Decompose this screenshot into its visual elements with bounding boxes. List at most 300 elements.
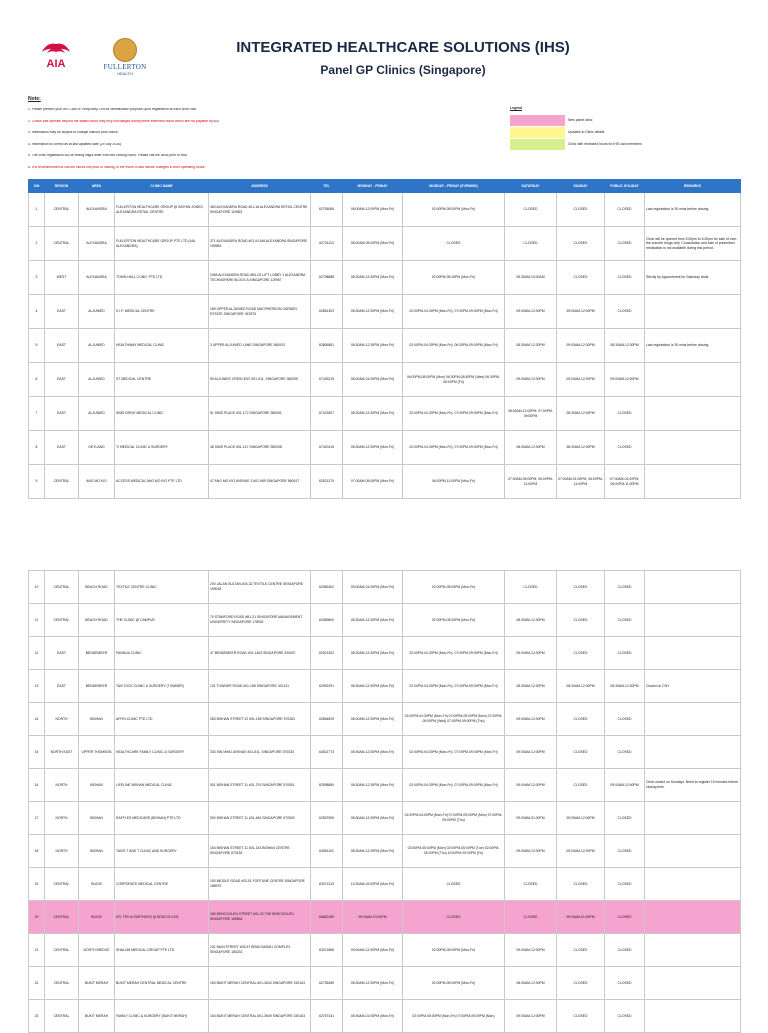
table-cell: 163 BUKIT MERAH CENTRAL #01-3643 SINGAPORE 150163 — [209, 967, 311, 1000]
table-cell: NORTH — [45, 802, 79, 835]
legend-swatch — [510, 139, 565, 150]
note-item: 5. The clinic registration cut-off timing might differ from the closing hours. Please call the clinic prior to visit. — [28, 154, 188, 157]
table-cell: 4 — [29, 295, 45, 329]
table-cell: 12 — [29, 637, 45, 670]
table-cell: 09:00AM-01:00PM — [505, 802, 557, 835]
table-cell: 333 SIN MING AVENUE #01-511, SINGAPORE 570333 — [209, 736, 311, 769]
table-cell: 283 BISHAN STREET 22 #01-185 SINGAPORE 570283 — [209, 703, 311, 736]
table-cell: 21 — [29, 934, 45, 967]
table-cell: CLOSED — [557, 227, 605, 261]
table-cell: CLOSED — [505, 193, 557, 227]
column-header: MONDAY - FRIDAY — [343, 180, 403, 193]
table-row — [29, 329, 741, 363]
table-cell: AFFIN CLINIC PTE LTD — [115, 703, 209, 736]
table-cell: 63371313 — [311, 868, 343, 901]
table-cell: 62767431 — [311, 1000, 343, 1033]
table-row — [29, 431, 741, 465]
table-cell: 08:30AM-12:30PM — [505, 967, 557, 1000]
table-cell: 62597505 — [311, 802, 343, 835]
legend-item — [510, 126, 720, 138]
table-cell — [645, 604, 741, 637]
table-row — [29, 703, 741, 736]
table-cell: FULLERTON HEALTHCARE GROUP @ SATHIN JONES, ALEXANDRA RETAIL CENTRE — [115, 193, 209, 227]
clinic-table-part1 — [28, 179, 741, 499]
table-cell: BUKIT MERAH — [79, 1000, 115, 1033]
table-cell: CENTRAL — [45, 193, 79, 227]
table-cell: 08:00AM-12:30PM (Mon-Fri) — [343, 703, 403, 736]
table-cell: 200 JALAN SULTAN #03-32 TEXTILE CENTRE SINGAPORE 199018 — [209, 571, 311, 604]
table-cell: 02:00PM-05:00PM (Mon-Fri) — [403, 967, 505, 1000]
table-cell: 8 — [29, 431, 45, 465]
table-cell: ALJUNIED — [79, 363, 115, 397]
table-cell: 08:30AM-12:30PM (Mon-Fri) — [343, 329, 403, 363]
table-cell: HEALTHCARE FAMILY CLINIC & SURGERY — [115, 736, 209, 769]
table-cell: CENTRAL — [45, 901, 79, 934]
table-cell: 06:00PM-08:00PM (Mon) 06:30PM-08:30PM (Wed) 06:30PM-08:00PM (Fri) — [403, 363, 505, 397]
table-cell: 501 BISHAN STREET 11 #01-376 SINGAPORE 570501 — [209, 769, 311, 802]
table-cell: 09:00AM-12:00PM — [505, 736, 557, 769]
table-cell: 02:00PM-04:30PM (Mon-Fri) 07:00PM-09:00PM (Mon) 07:00PM-09:00PM (Wed) 07:00PM-09:00PM (Thu) — [403, 703, 505, 736]
column-header: S/N — [29, 180, 45, 193]
table-cell: 64521773 — [311, 736, 343, 769]
table-cell — [645, 465, 741, 499]
table-cell: 08:30AM-01:00PM (Mon-Fri) — [343, 1000, 403, 1033]
table-cell: THE CLINIC @ CAMPUS — [115, 604, 209, 637]
table-cell: BUGIS — [79, 901, 115, 934]
table-cell: EAST — [45, 431, 79, 465]
table-cell: 08:30AM-12:30PM (Mon-Fri) — [343, 295, 403, 329]
table-cell: 371 ALEXANDRA ROAD #01-04 AIA ALEXANDRA SINGAPORE 159963 — [209, 227, 311, 261]
table-row — [29, 769, 741, 802]
table-cell: NORTH BRIDGE — [79, 934, 115, 967]
table-cell: EAST — [45, 295, 79, 329]
table-cell: 09:00AM-12:00PM — [505, 934, 557, 967]
table-cell: 08:00AM-12:00PM (Mon-Fri) — [343, 193, 403, 227]
table-cell: CLOSED — [557, 261, 605, 295]
table-row — [29, 835, 741, 868]
table-cell: 62992291 — [311, 670, 343, 703]
table-cell: BISHAN — [79, 802, 115, 835]
table-cell: 70 STAMFORD ROAD #B1-21 SINGAPORE MANAGEMENT UNIVERSITY SINGAPORE 178901 — [209, 604, 311, 637]
legend-item — [510, 138, 720, 150]
table-cell: 08:00AM-01:00PM (Mon-Fri) — [343, 363, 403, 397]
table-cell: CLOSED — [605, 637, 645, 670]
table-cell: CLOSED — [557, 736, 605, 769]
notes-list — [28, 108, 468, 177]
table-row — [29, 637, 741, 670]
table-cell: 08:30AM-12:30PM (Mon-Fri) — [343, 835, 403, 868]
table-cell: 06:00PM-11:00PM (Mon-Fri) — [403, 465, 505, 499]
table-cell — [645, 637, 741, 670]
table-cell: 09:00AM-12:00PM — [505, 703, 557, 736]
table-row — [29, 261, 741, 295]
table-cell: EAST — [45, 397, 79, 431]
table-cell — [645, 967, 741, 1000]
table-cell: 02:00PM-04:30PM (Mon-Fri), 06:30PM-09:00PM (Mon-Fri) — [403, 329, 505, 363]
table-cell: BUKIT MERAH — [79, 967, 115, 1000]
table-cell: GEYLANG — [79, 431, 115, 465]
legend-label: Clinic with restricted hours for IHS card members — [568, 142, 642, 146]
table-cell: CENTRAL — [45, 465, 79, 499]
table-cell: 3 — [29, 261, 45, 295]
table-cell: 09:00AM-12:30PM (Mon-Fri) — [343, 934, 403, 967]
table-cell: TI MEDICAL CLINIC & SURGERY — [115, 431, 209, 465]
table-cell: CLOSED — [505, 227, 557, 261]
table-cell: 63369800 — [311, 604, 343, 637]
table-cell: 09:00AM-12:00PM — [557, 802, 605, 835]
legend — [510, 106, 720, 150]
table-cell: 13 — [29, 670, 45, 703]
table-cell: ALJUNIED — [79, 295, 115, 329]
table-row — [29, 571, 741, 604]
table-cell: 189 UPPER ALJUNIED ROAD MACPHERSON GARDEN ESTATE SINGAPORE 367875 — [209, 295, 311, 329]
table-cell: 67421807 — [311, 397, 343, 431]
table-row — [29, 1000, 741, 1033]
table-cell: 63371866 — [311, 934, 343, 967]
table-cell: 08:30AM-12:30PM (Mon-Fri) — [343, 397, 403, 431]
table-cell: 14 — [29, 703, 45, 736]
table-cell: CLOSED — [557, 571, 605, 604]
table-cell: UPPER THOMSON — [79, 736, 115, 769]
table-cell: 02:00PM-05:00PM (Mon) 02:00PM-05:00PM (Tue) 02:00PM-05:00PM (Thu) 10:00PM-05:00PM (Fri) — [403, 835, 505, 868]
legend-item — [510, 114, 720, 126]
table-cell: CENTRAL — [45, 967, 79, 1000]
table-cell: 62735455 — [311, 967, 343, 1000]
table-cell: 09:00AM-12:00PM — [505, 1000, 557, 1033]
note-item: 6. It is recommended to call the clinics first prior to visiting, in the event of last minute changes in their operating hours. — [28, 165, 206, 169]
page-subtitle: Panel GP Clinics (Singapore) — [320, 63, 486, 77]
table-cell: 62798888 — [311, 261, 343, 295]
table-cell: 02:00PM-04:30PM (Mon-Fri), 07:00PM-09:00PM (Mon-Fri) — [403, 736, 505, 769]
table-cell: 62806861 — [311, 329, 343, 363]
table-cell: 02:00PM-05:00PM (Mon-Fri) 07:00PM-09:00PM (Mon) — [403, 1000, 505, 1033]
column-header: REGION — [45, 180, 79, 193]
table-cell: 09:00AM-03:00PM — [343, 901, 403, 934]
table-cell — [645, 802, 741, 835]
table-cell: 163 BUKIT MERAH CENTRAL #01-3649 SINGAPORE 150163 — [209, 1000, 311, 1033]
clinic-table-part2 — [28, 570, 741, 1033]
table-cell: LIFELINE BISHAN MEDICAL CLINIC — [115, 769, 209, 802]
table-cell: Clinic will be opened from 5.00pm to 5.30pm for sale of over-the-counter drugs only. Consultation and sale of prescribed medication is not available during this period. — [645, 227, 741, 261]
table-cell: BISHAN — [79, 769, 115, 802]
table-cell: CENTRAL — [45, 604, 79, 637]
table-cell: 07:00AM-05:00PM (Mon-Fri) — [343, 465, 403, 499]
table-cell: CLOSED — [605, 604, 645, 637]
table-cell: CLOSED — [557, 934, 605, 967]
table-cell: CLOSED — [557, 703, 605, 736]
table-cell: 02:00PM-05:00PM (Mon-Fri) — [403, 604, 505, 637]
table-cell: 02:00PM-05:00PM (Mon-Fri) — [403, 193, 505, 227]
table-cell: CLOSED — [403, 901, 505, 934]
table-row — [29, 901, 741, 934]
table-cell: CLOSED — [505, 571, 557, 604]
table-cell: 47 BENDEMEER ROAD #01-1463 SINGAPORE 330047 — [209, 637, 311, 670]
column-header: SATURDAY — [505, 180, 557, 193]
table-cell: CLOSED — [557, 193, 605, 227]
table-cell: SIMS DRIVE MEDICAL CLINIC — [115, 397, 209, 431]
table-cell: NORTH EAST — [45, 736, 79, 769]
table-cell: CLOSED — [605, 1000, 645, 1033]
table-cell: RAFFLES MEDICARE (BISHAN) PTE LTD — [115, 802, 209, 835]
table-cell: BUKIT MERAH CENTRAL MEDICAL CENTRE — [115, 967, 209, 1000]
table-cell — [645, 934, 741, 967]
table-cell: 38 SIMS PLACE #01-147 SINGAPORE 380038 — [209, 431, 311, 465]
table-cell: 62701113 — [311, 227, 343, 261]
table-cell: BEACH ROAD — [79, 571, 115, 604]
table-cell: 6 — [29, 363, 45, 397]
table-cell: CENTRAL — [45, 934, 79, 967]
table-cell: 19 — [29, 868, 45, 901]
table-cell: 07:00AM-01:00PM, 06:00PM-11:00PM — [557, 465, 605, 499]
legend-label: Updates to Clinic details — [568, 130, 605, 134]
table-cell: BISHAN — [79, 703, 115, 736]
table-cell — [645, 431, 741, 465]
note-item: 1. Please present your IHS Card or Temporary Chit for identification purpose upon registration at each clinic visit. — [28, 108, 197, 111]
note-item: 3. Information may be subject to change without prior notice. — [28, 131, 119, 134]
table-cell: 68862159 — [311, 901, 343, 934]
table-cell: 02:00PM-05:00PM (Mon-Fri) — [403, 571, 505, 604]
table-cell: 08:30AM-12:30PM — [605, 329, 645, 363]
column-header: PUBLIC HOLIDAY — [605, 180, 645, 193]
table-cell: CLOSED — [605, 295, 645, 329]
table-cell: 09:00AM-01:00PM (Mon-Fri) — [343, 571, 403, 604]
table-row — [29, 670, 741, 703]
table-row — [29, 868, 741, 901]
legend-swatch — [510, 127, 565, 138]
table-cell: 23 — [29, 1000, 45, 1033]
table-cell: 62921302 — [311, 637, 343, 670]
note-item: 2. Clinics that operate beyond the stated hours may levy surcharges during these extended hours which are not payable by AIA. — [28, 119, 220, 123]
table-cell — [645, 703, 741, 736]
table-cell: CLOSED — [557, 604, 605, 637]
table-cell: BENDEMEER — [79, 670, 115, 703]
table-cell: CLOSED — [605, 868, 645, 901]
table-cell: EAST — [45, 329, 79, 363]
table-cell: 08:00AM-12:00PM, 07:00PM-09:00PM — [505, 397, 557, 431]
table-cell: 02:00PM-05:00PM (Mon-Fri) — [403, 934, 505, 967]
table-cell: 11 — [29, 604, 45, 637]
table-cell: 22 — [29, 967, 45, 1000]
table-cell: 08:30AM-12:30PM (Mon-Fri) — [343, 967, 403, 1000]
table-cell — [645, 835, 741, 868]
table-cell: EAST — [45, 363, 79, 397]
table-cell: 500 BISHAN STREET 11 #01-484 SINGAPORE 570500 — [209, 802, 311, 835]
table-row — [29, 465, 741, 499]
table-cell: 1065 ALEXANDRA ROAD #B1-02 LIFT LOBBY 1 ALEXANDRA TECHNOPARK BLOCK A SINGAPORE 119967 — [209, 261, 311, 295]
table-cell: 08:30AM-12:30PM (Mon-Fri) — [343, 769, 403, 802]
table-cell: 18 — [29, 835, 45, 868]
table-cell: ALJUNIED — [79, 397, 115, 431]
table-cell — [645, 295, 741, 329]
table-cell: 09:00AM-12:00PM — [505, 769, 557, 802]
table-cell: 08:30AM-12:30PM (Mon-Fri) — [343, 261, 403, 295]
table-cell: 08:30AM-12:30PM — [505, 604, 557, 637]
table-cell: 02:00PM-04:30PM (Mon-Fri), 07:00PM-09:00PM (Mon-Fri) — [403, 637, 505, 670]
table-cell: WEST — [45, 261, 79, 295]
table-cell: 02:00PM-05:15PM (Mon-Fri) — [403, 261, 505, 295]
table-row — [29, 295, 741, 329]
table-cell: TAN'S T AND T CLINIC AND SURGERY — [115, 835, 209, 868]
table-cell: CLOSED — [557, 769, 605, 802]
table-cell: CENTRAL — [45, 1000, 79, 1033]
table-cell: 09:00AM-12:00PM — [557, 835, 605, 868]
column-header: MONDAY - FRIDAY (EVENING) — [403, 180, 505, 193]
table-cell: 63564829 — [311, 703, 343, 736]
table-cell: CENTRAL — [45, 571, 79, 604]
table-cell: CLOSED — [605, 571, 645, 604]
table-cell: ACCESS MEDICAL ANG MO KIO PTE LTD — [115, 465, 209, 499]
table-cell: 08:30AM-12:30PM (Mon-Fri) — [343, 736, 403, 769]
table-row — [29, 736, 741, 769]
table-cell: NORTH — [45, 703, 79, 736]
table-cell: 51 SIMS PLACE #01-172 SINGAPORE 380051 — [209, 397, 311, 431]
table-cell: 62521370 — [311, 465, 343, 499]
fullerton-logo-text: FULLERTON — [103, 63, 147, 71]
table-cell: 10 — [29, 571, 45, 604]
table-cell: 09:00AM-01:00PM — [557, 901, 605, 934]
table-cell: NORTH — [45, 769, 79, 802]
table-cell: CLOSED — [557, 637, 605, 670]
svg-text:AIA: AIA — [46, 58, 66, 70]
table-cell: Closed on CNY — [645, 670, 741, 703]
table-cell — [645, 571, 741, 604]
table-cell: 08:30AM-12:30PM (Mon-Fri) — [343, 637, 403, 670]
table-cell: 08:30AM-12:30PM (Mon-Fri) — [343, 802, 403, 835]
table-row — [29, 604, 741, 637]
table-cell: TOWN HALL CLINIC PTE LTD — [115, 261, 209, 295]
table-cell: 09:00AM-12:00PM — [505, 835, 557, 868]
column-header: SUNDAY — [557, 180, 605, 193]
table-cell: CLOSED — [605, 703, 645, 736]
table-cell: 09:00AM-12:00PM — [605, 769, 645, 802]
table-cell: 231 BAIN STREET #03-57 BRAS BASAH COMPLEX SINGAPORE 180231 — [209, 934, 311, 967]
table-cell: ALEXANDRA — [79, 193, 115, 227]
table-cell: BEACH ROAD — [79, 604, 115, 637]
table-cell: 67426219 — [311, 363, 343, 397]
table-cell: 9 — [29, 465, 45, 499]
table-cell: CLOSED — [605, 802, 645, 835]
table-row — [29, 802, 741, 835]
table-cell: HEALTHWAY MEDICAL CLINIC — [115, 329, 209, 363]
table-cell: 02:00PM-04:30PM (Mon-Fri), 07:00PM-09:00PM (Mon-Fri) — [403, 431, 505, 465]
table-cell: K.I.P. MEDICAL CENTRE — [115, 295, 209, 329]
table-cell: NORTH — [45, 835, 79, 868]
table-row — [29, 397, 741, 431]
table-cell: 08:30AM-12:30PM — [557, 431, 605, 465]
table-cell: 08:30AM-12:30PM — [605, 670, 645, 703]
table-cell: BENDEMEER — [79, 637, 115, 670]
table-cell: 09:00AM-12:00PM — [505, 363, 557, 397]
column-header: AREA — [79, 180, 115, 193]
table-cell: 180 BENCOOLEN STREET #01-20 THE BENCOOLEN SINGAPORE 189646 — [209, 901, 311, 934]
table-cell: SHALOM MEDICAL GROUP PTE LTD — [115, 934, 209, 967]
table-cell: CLOSED — [605, 901, 645, 934]
table-cell: 190 MIDDLE ROAD #03-01 FORTUNE CENTRE SINGAPORE 188979 — [209, 868, 311, 901]
table-cell: CLOSED — [605, 835, 645, 868]
table-cell: 5 — [29, 329, 45, 363]
table-cell: 15 — [29, 736, 45, 769]
table-cell: CLOSED — [605, 261, 645, 295]
table-cell: 16 — [29, 769, 45, 802]
table-cell: CLOSED — [605, 397, 645, 431]
table-cell: BISHAN — [79, 835, 115, 868]
table-cell: 02:00PM-04:30PM (Mon-Fri), 07:00PM-09:00PM (Mon-Fri) — [403, 670, 505, 703]
table-cell: EAST — [45, 637, 79, 670]
table-cell — [645, 397, 741, 431]
table-cell: 131 TOWNER ROAD #01-158 SINGAPORE 322131 — [209, 670, 311, 703]
table-cell — [645, 363, 741, 397]
table-cell: CORPORATE MEDICAL CENTRE — [115, 868, 209, 901]
table-cell: 62598869 — [311, 769, 343, 802]
table-cell: ALEXANDRA — [79, 227, 115, 261]
table-cell: ANG MO KIO — [79, 465, 115, 499]
table-cell — [645, 1000, 741, 1033]
table-cell: EAST — [45, 670, 79, 703]
table-cell: 62755066 — [311, 193, 343, 227]
page-title: INTEGRATED HEALTHCARE SOLUTIONS (IHS) — [236, 39, 570, 56]
table-cell: PANDUA CLINIC — [115, 637, 209, 670]
table-cell: ST MEDICAL CENTRE — [115, 363, 209, 397]
table-cell: FAMILY CLINIC & SURGERY (BUKIT MERAH) — [115, 1000, 209, 1033]
table-row — [29, 967, 741, 1000]
table-cell: 62982402 — [311, 571, 343, 604]
table-cell: 08:30AM-12:30PM (Mon-Fri) — [343, 604, 403, 637]
table-cell: FULLERTON HEALTHCARE GROUP PTE LTD (AIA ALEXANDRA) — [115, 227, 209, 261]
table-cell: 17 — [29, 802, 45, 835]
fullerton-logo-subtext: HEALTH — [117, 71, 133, 76]
table-cell: 2 — [29, 227, 45, 261]
table-cell: 08:30AM-12:30PM — [505, 329, 557, 363]
table-cell: 67420415 — [311, 431, 343, 465]
table-cell: 64561101 — [311, 835, 343, 868]
table-cell: CLOSED — [605, 934, 645, 967]
table-cell: 153 BISHAN STREET 11 #01-153 BISHAN CENTRE SINGAPORE 570153 — [209, 835, 311, 868]
legend-title: Legend — [510, 106, 523, 110]
table-cell: 02:00PM-04:30PM (Mon-Fri), 07:00PM-09:00PM (Mon-Fri) — [403, 769, 505, 802]
table-cell: Strictly by Appointment for Saturday visits — [645, 261, 741, 295]
table-cell: 7 — [29, 397, 45, 431]
table-cell: 20 — [29, 901, 45, 934]
column-header: CLINIC NAME — [115, 180, 209, 193]
table-cell: 09:00AM-12:00PM — [557, 295, 605, 329]
table-cell: 09:00AM-12:00PM — [557, 363, 605, 397]
table-cell: 02:00PM-04:00PM (Mon-Fri) 07:00PM-09:00PM (Mon) 07:00PM-09:00PM (Thu) — [403, 802, 505, 835]
table-cell: CLOSED — [557, 967, 605, 1000]
legend-swatch — [510, 115, 565, 126]
table-row — [29, 934, 741, 967]
column-header: TEL — [311, 180, 343, 193]
table-cell: 08:30AM-12:30PM — [505, 670, 557, 703]
table-cell: 08:30AM-12:30PM — [505, 431, 557, 465]
table-cell: 02:00PM-04:30PM (Mon-Fri), 07:00PM-09:00PM (Mon-Fri) — [403, 295, 505, 329]
table-cell: 08:30AM-12:30PM — [557, 670, 605, 703]
table-cell: TAN TOCK CLINIC & SURGERY (TOWNER) — [115, 670, 209, 703]
table-cell: 07:00AM-05:00PM, 06:00PM-11:00PM — [505, 465, 557, 499]
table-cell: 09:00AM-12:00PM — [505, 295, 557, 329]
table-cell: 09:00AM-12:00PM — [505, 637, 557, 670]
table-cell: CLOSED — [605, 227, 645, 261]
table-cell: 3 UPPER ALJUNIED LANE SINGAPORE 360003 — [209, 329, 311, 363]
table-row — [29, 363, 741, 397]
table-row — [29, 227, 741, 261]
table-cell: 95 ALJUNIED CRESCENT #01-511, SINGAPORE 380095 — [209, 363, 311, 397]
table-cell: ALEXANDRA — [79, 261, 115, 295]
table-cell — [645, 901, 741, 934]
table-cell: CLOSED — [403, 868, 505, 901]
table-cell: BUGIS — [79, 868, 115, 901]
note-item: 4. Information is correct as at last updated date (29 July 2016). — [28, 142, 123, 146]
table-cell: 07:00AM-01:00PM, 06:00PM-11:00PM — [605, 465, 645, 499]
